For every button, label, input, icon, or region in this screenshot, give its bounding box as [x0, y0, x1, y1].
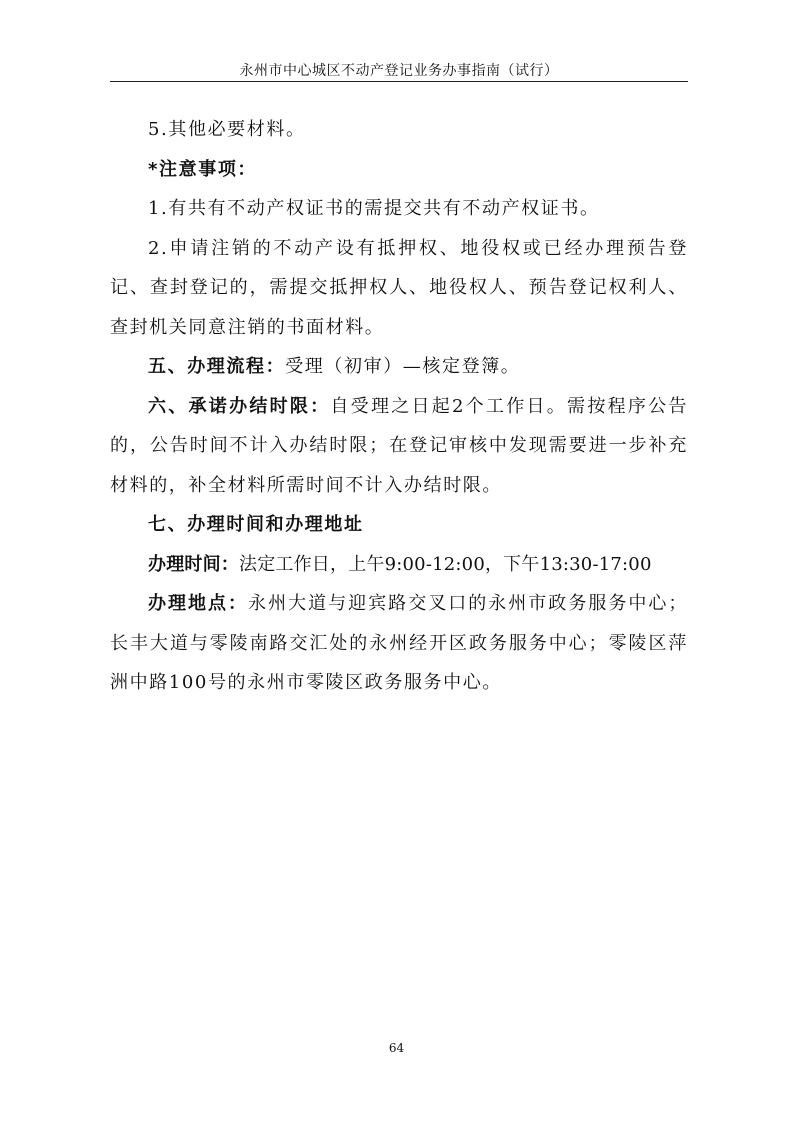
- office-hours: [110, 545, 688, 585]
- section-6-text: 自受理之日起2个工作日。需按程序公告的，公告时间不计入办结时限；在登记审核中发现需要进一步补充材料的，补全材料所需时间不计入办结时限。: [110, 395, 688, 496]
- section-5-heading: 五、办理流程：: [148, 356, 286, 377]
- document-body: [110, 110, 688, 703]
- section-6: [110, 387, 688, 506]
- notice-1: 1.有共有不动产权证书的需提交共有不动产权证书。: [148, 198, 600, 219]
- header-divider: [110, 81, 688, 82]
- section-7-heading: 七、办理时间和办理地址: [148, 514, 364, 535]
- running-header: 永州市中心城区不动产登记业务办事指南（试行）: [239, 63, 559, 79]
- notice-2: 2.申请注销的不动产设有抵押权、地役权或已经办理预告登记、查封登记的，需提交抵押权人、地役权人、预告登记权利人、查封机关同意注销的书面材料。: [110, 237, 688, 338]
- office-address-text: 永州大道与迎宾路交叉口的永州市政务服务中心；长丰大道与零陵南路交汇处的永州经开区政务服务中心；零陵区萍洲中路100号的永州市零陵区政务服务中心。: [110, 593, 688, 693]
- office-hours-text: 法定工作日，上午9:00-12:00，下午13:30-17:00: [239, 553, 652, 575]
- notice-heading-text: *注意事项：: [148, 158, 258, 180]
- office-hours-label: 办理时间：: [148, 553, 239, 575]
- notice-heading: [110, 150, 688, 190]
- section-6-heading: 六、承诺办结时限：: [148, 395, 331, 417]
- item-5: 5.其他必要材料。: [148, 119, 306, 140]
- office-address: [110, 584, 688, 703]
- section-7: [110, 505, 688, 545]
- section-5-text: 受理（初审）—核定登簿。: [285, 356, 521, 377]
- office-address-label: 办理地点：: [148, 593, 249, 614]
- page-number: 64: [388, 1041, 405, 1055]
- section-5: [110, 347, 688, 387]
